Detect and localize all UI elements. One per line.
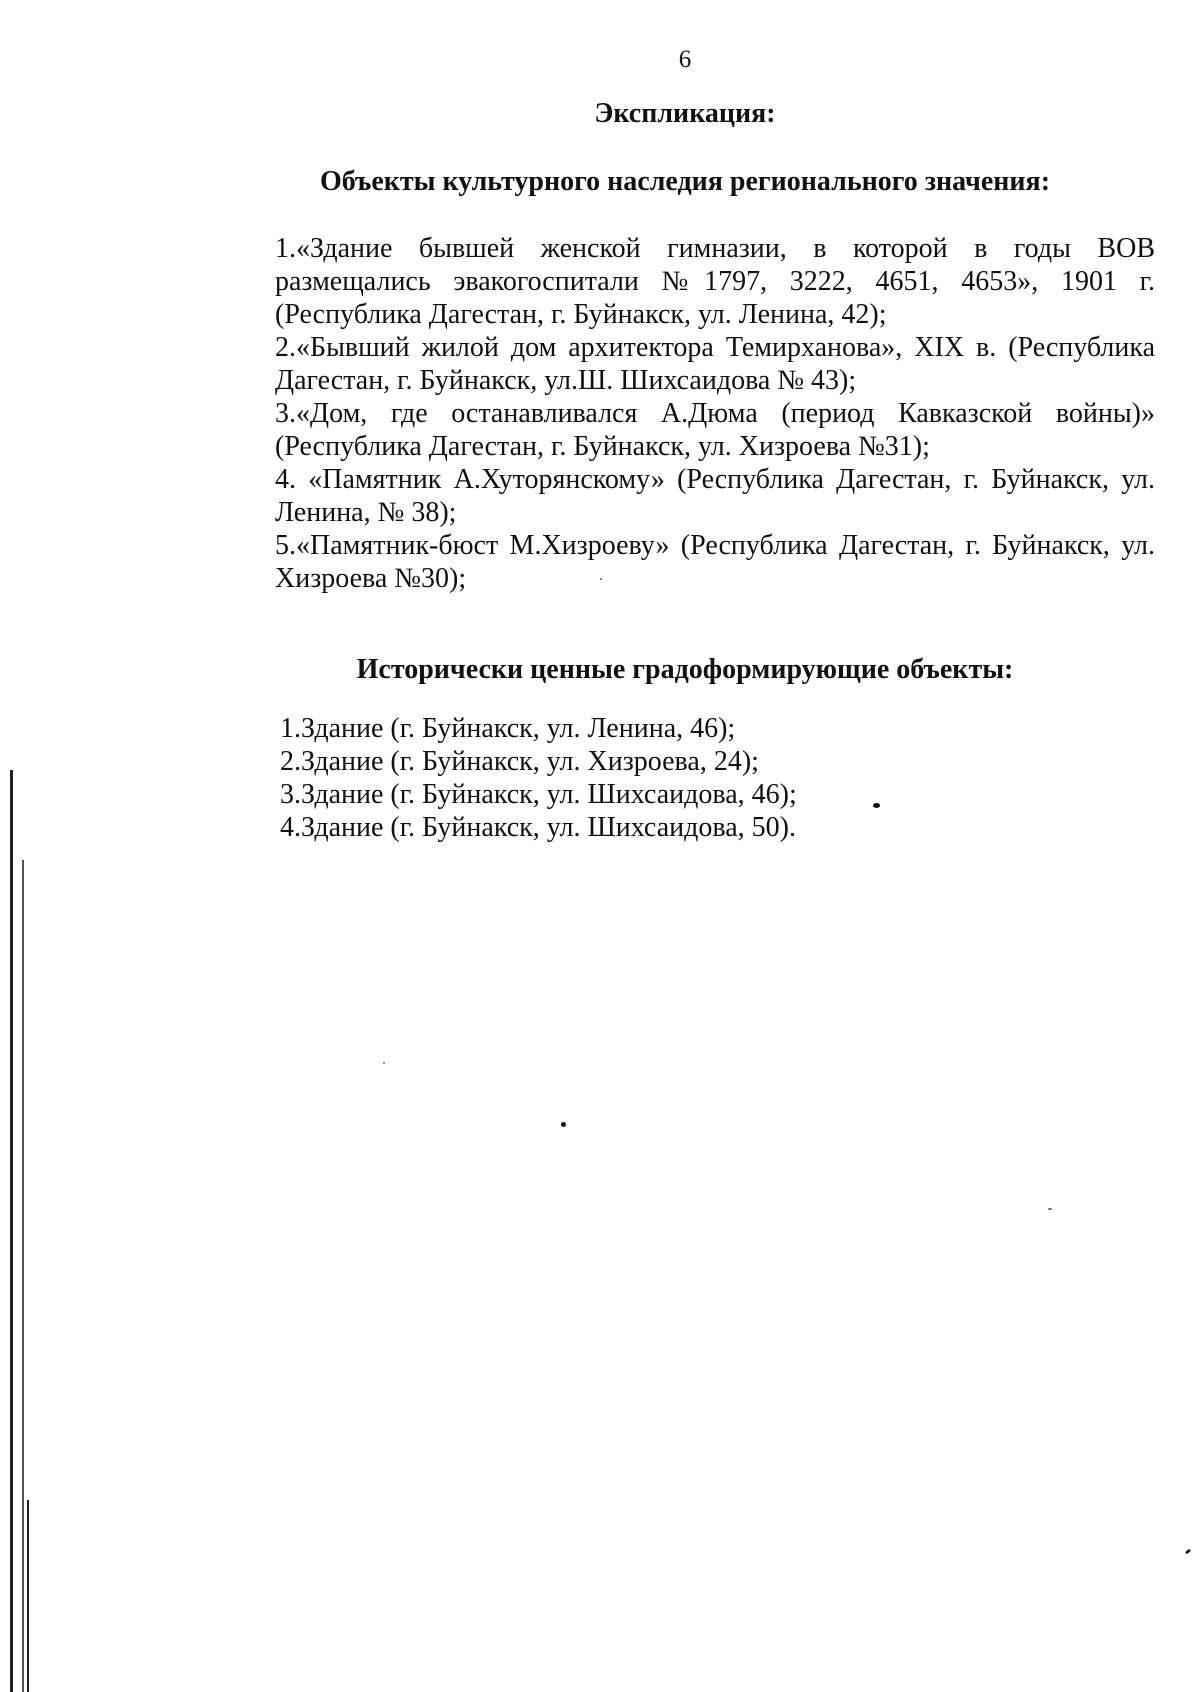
list-item: 5.«Памятник-бюст М.Хизроеву» (Республика Дагестан, г. Буйнакск, ул. Хизроева №30); — [275, 530, 1155, 594]
scan-speck — [383, 1062, 385, 1064]
list-item: 1.Здание (г. Буйнакск, ул. Ленина, 46); — [280, 713, 736, 744]
list-item: 2.Здание (г. Буйнакск, ул. Хизроева, 24); — [280, 746, 759, 777]
list-item: 3.Здание (г. Буйнакск, ул. Шихсаидова, 46); — [280, 779, 797, 810]
list-item: 4. «Памятник А.Хуторянскому» (Республика Дагестан, г. Буйнакск, ул. Ленина, № 38); — [275, 464, 1155, 528]
historic-objects-list — [280, 712, 1100, 844]
list-item: 1.«Здание бывшей женской гимназии, в которой в годы ВОВ размещались эвакогоспитали №1797, 3222, 4651, 4653», 1901 г. (Республика Дагестан, г. Буйнакск, ул. Ленина, 42); — [275, 233, 1155, 330]
scan-edge-line — [22, 860, 24, 1692]
list-item: 3.«Дом, где останавливался А.Дюма (период Кавказской войны)» (Республика Дагестан, г. Буйнакск, ул. Хизроева №31); — [275, 398, 1155, 462]
document-title: Экспликация: — [594, 98, 776, 129]
scan-edge-line — [27, 1500, 29, 1692]
scan-speck — [873, 803, 880, 808]
scan-speck — [561, 1122, 566, 1127]
scan-speck — [1048, 1208, 1052, 1210]
regional-heritage-list — [275, 232, 1155, 595]
list-item: 2.«Бывший жилой дом архитектора Темирханова», XIX в. (Республика Дагестан, г. Буйнакск, ул.Ш. Шихсаидова № 43); — [275, 332, 1155, 396]
scan-speck — [600, 578, 602, 580]
historic-objects-heading: Исторически ценные градоформирующие объекты: — [356, 654, 1014, 685]
page-number: 6 — [678, 46, 692, 73]
regional-heritage-heading: Объекты культурного наследия регионального значения: — [319, 166, 1051, 197]
scan-edge-line — [10, 770, 13, 1692]
scan-speck — [1185, 1548, 1192, 1554]
list-item: 4.Здание (г. Буйнакск, ул. Шихсаидова, 50). — [280, 812, 796, 843]
